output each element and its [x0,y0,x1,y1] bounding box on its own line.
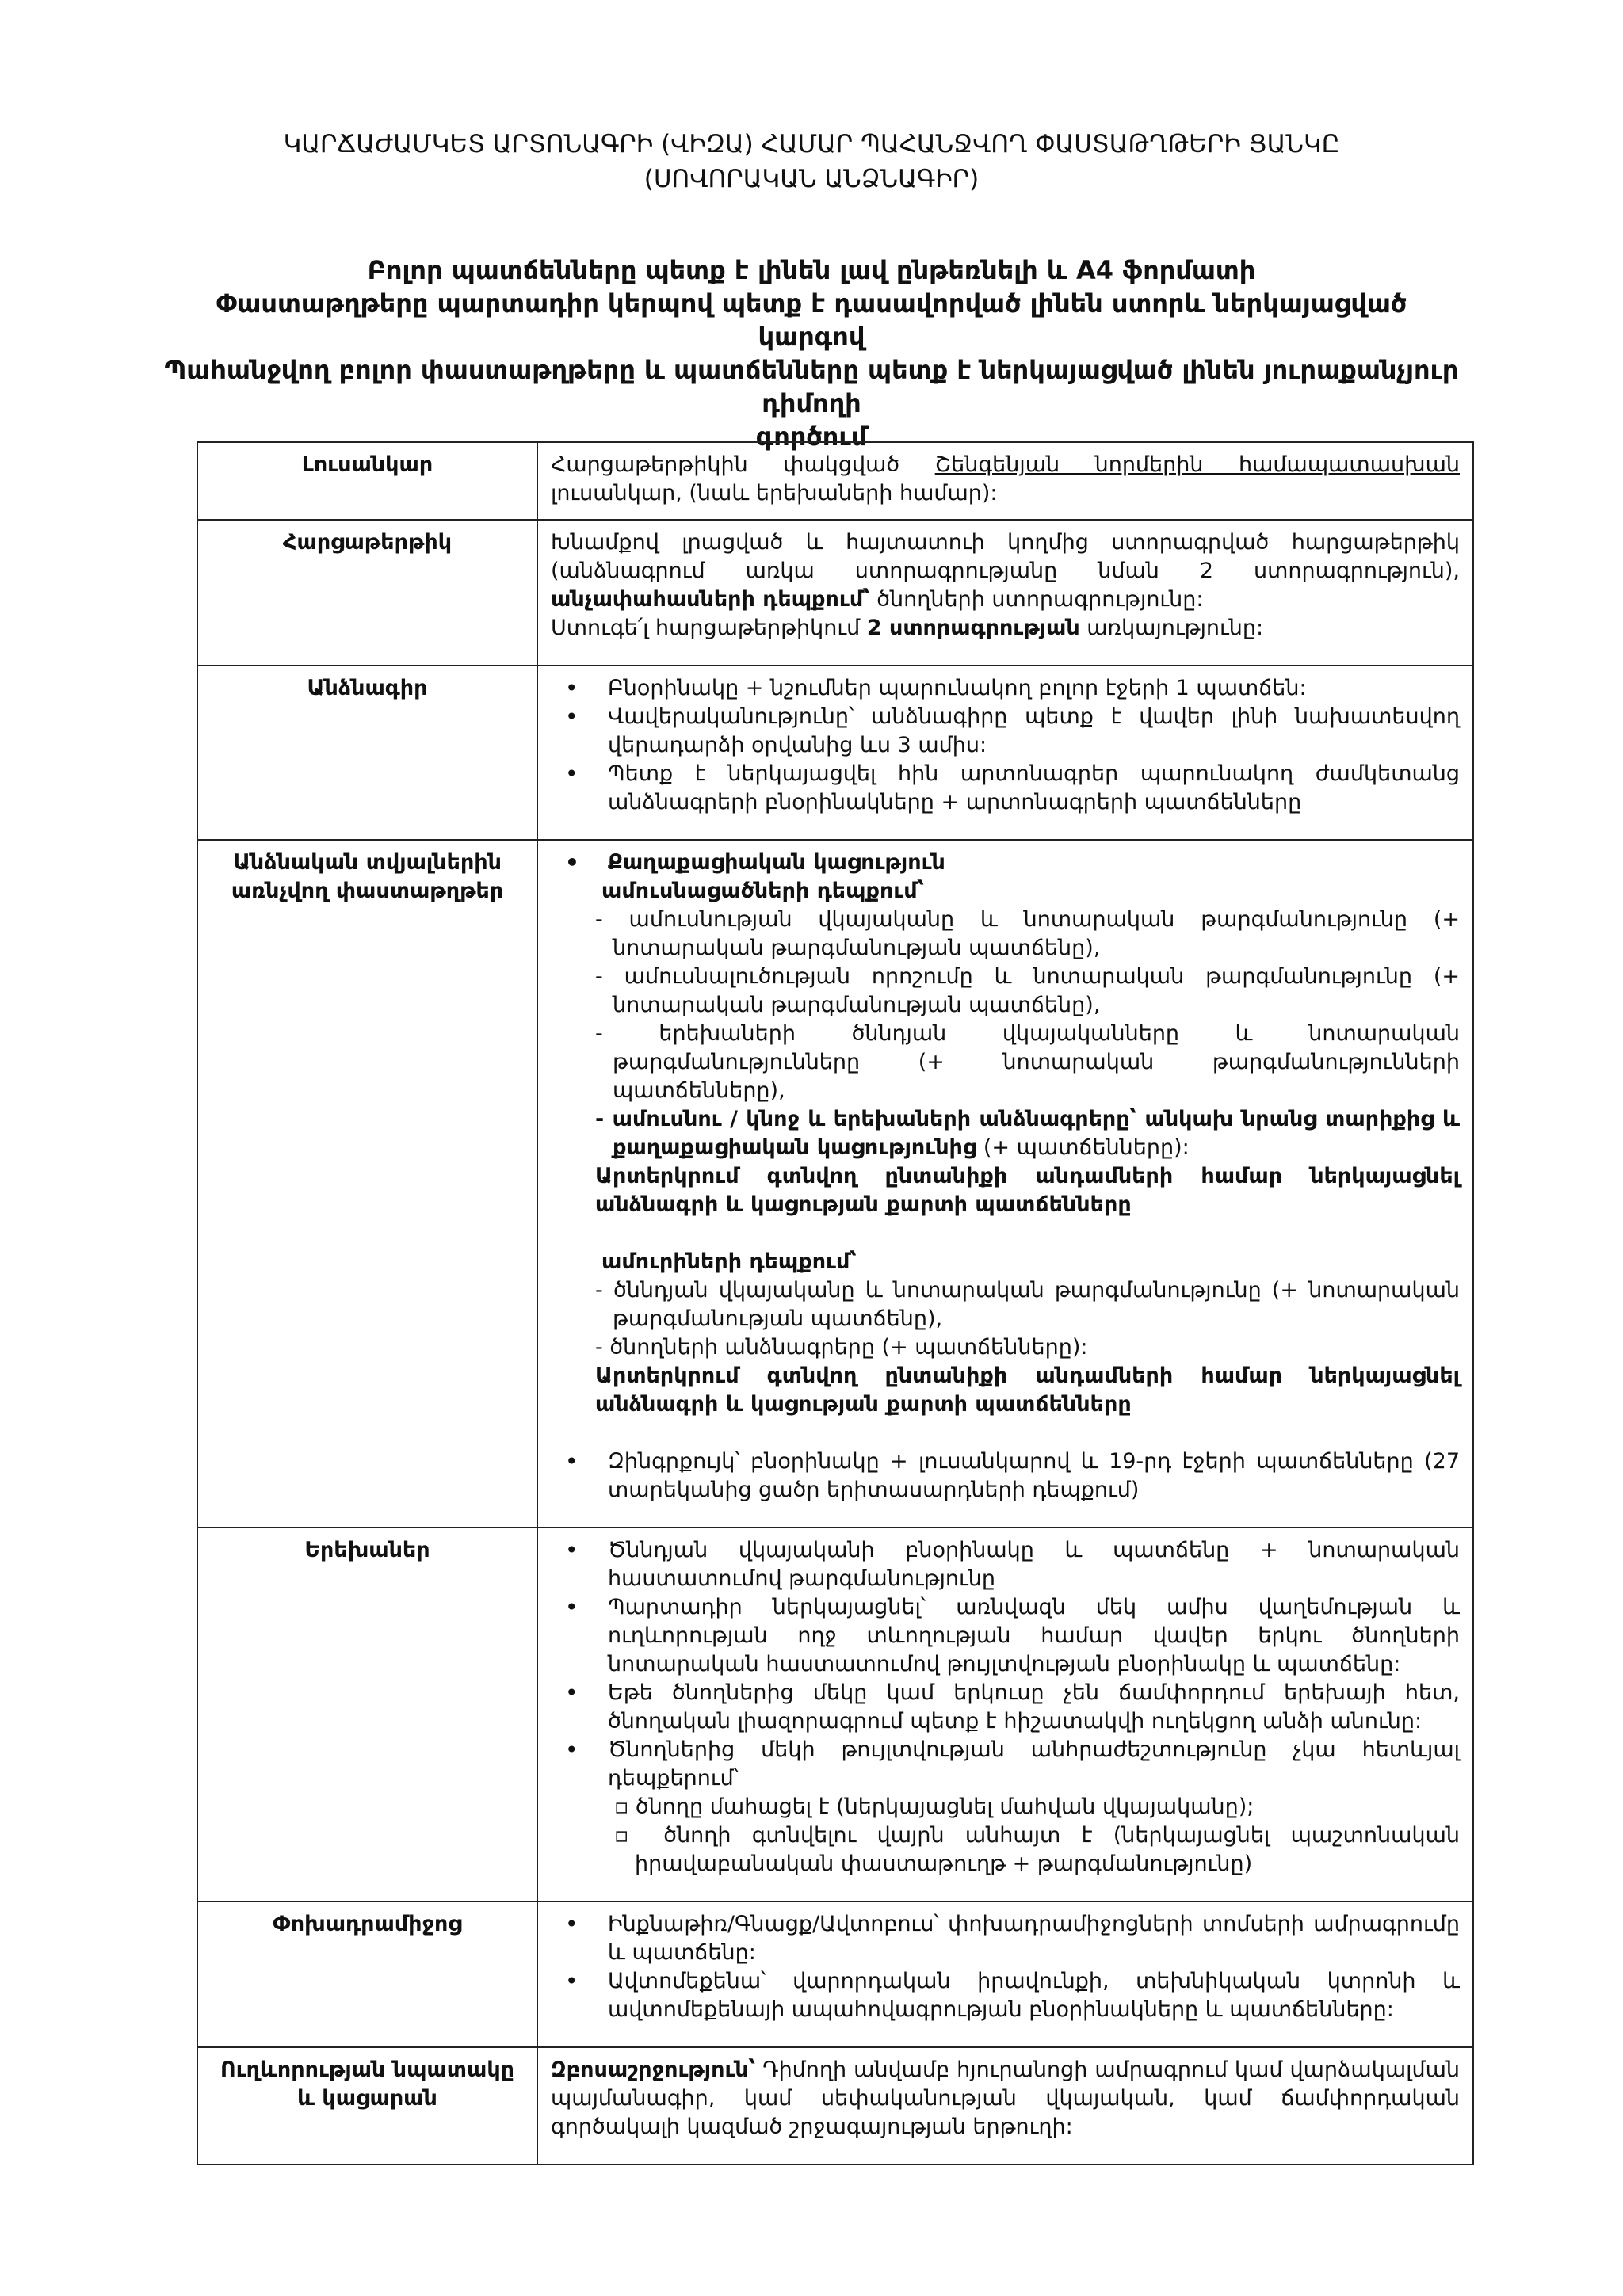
row-content [537,666,1473,840]
instruction-line-4: գործում [755,421,868,452]
form-text-bold: անչափահասների դեպքում՝ [551,587,870,612]
row-label: Անձնական տվյալներին առնչվող փաստաթղթեր [197,840,537,1527]
row-content [537,1901,1473,2047]
row-content [537,1527,1473,1901]
single-item: - ծնողների անձնագրերը (+ պատճենները): [595,1335,1088,1360]
table-row-children [197,1527,1473,1901]
single-note: Արտերկրում գտնվող ընտանիքի անդամների համար ներկայացնել անձնագրի և կացության քարտի պատճենները [595,1363,1460,1417]
table-row-personal-documents [197,840,1473,1527]
table-row-form [197,520,1473,666]
schengen-norms-link: Շենգենյան նորմերին համապատասխան [934,452,1460,477]
married-item-end: (+ պատճենները): [976,1135,1190,1160]
form-paragraph-1 [551,528,1460,614]
married-heading: ամուսնացածների դեպքում՝ [601,879,925,903]
married-item: - ամուսնալուծության որոշումը և նոտարական թարգմանությունը (+ նոտարական թարգմանության պատճենը), [595,964,1460,1017]
exception-item: ▫ ծնողը մահացել է (ներկայացնել մահվան վկայականը); [614,1794,1254,1819]
married-item: - ամուսնության վկայականը և նոտարական թարգմանությունը (+ նոտարական թարգմանության պատճենը), [595,907,1460,960]
row-label: Ուղևորության նպատակը և կացարան [197,2047,537,2164]
list-item: • Քաղաքացիական կացություն [608,849,1460,877]
list-item: • Եթե ծնողներից մեկը կամ երկուսը չեն ճամփորդում երեխայի հետ, ծնողական լիազորագրում պետք է հիշատակվի ուղեկցող անձի անունը: [608,1679,1460,1736]
instructions [158,254,1465,453]
title-line-2: (ՍՈՎՈՐԱԿԱՆ ԱՆՁՆԱԳԻՐ) [643,165,980,193]
married-item-bold: - ամուսնու / կնոջ և երեխաների անձնագրերը՝ անկախ նրանց տարիքից և քաղաքացիական կացությունից [595,1107,1460,1160]
form-check-text: Ստուգե՛լ հարցաթերթիկում [551,616,867,640]
list-item: • Ծնողներից մեկի թույլտվության անհրաժեշտությունը չկա հետևյալ դեպքերում՝ [608,1736,1460,1793]
purpose-bold: Զբոսաշրջություն՝ [551,2058,756,2082]
row-label: Փոխադրամիջոց [197,1901,537,2047]
list-item: • Ավտոմեքենա՝ վարորդական իրավունքի, տեխնիկական կտրոնի և ավտոմեքենայի ապահովագրության բնօրինակները և պատճենները: [608,1967,1460,2024]
table-row-purpose [197,2047,1473,2164]
single-item: - ծննդյան վկայականը և նոտարական թարգմանությունը (+ նոտարական թարգմանության պատճենը), [595,1278,1460,1331]
purpose-text: Դիմողի անվամբ հյուրանոցի ամրագրում կամ վարձակալման պայմանագիր, կամ սեփականության վկայական, կամ ճամփորդական գործակալի կազմած շրջագայության երթուղի: [551,2058,1460,2139]
instruction-line-2: Փաստաթղթերը պարտադիր կերպով պետք է դասավորված լինեն ստորև ներկայացված կարգով [216,288,1407,352]
list-item: • Պետք է ներկայացվել հին արտոնագրեր պարունակող ժամկետանց անձնագրերի բնօրինակները + արտոնագրերի պատճենները [608,760,1460,817]
form-text-end: ծնողների ստորագրությունը: [869,587,1204,612]
married-item: - երեխաների ծննդյան վկայականները և նոտարական թարգմանությունները (+ նոտարական թարգմանությունների պատճենները), [595,1021,1460,1103]
single-heading: ամուրիների դեպքում՝ [601,1249,857,1274]
married-note: Արտերկրում գտնվող ընտանիքի անդամների համար ներկայացնել անձնագրի և կացության քարտի պատճենները [595,1164,1460,1217]
exception-item: ▫ ծնողի գտնվելու վայրն անհայտ է (ներկայացնել պաշտոնական իրավաբանական փաստաթուղթ + թարգմանությունը) [614,1823,1460,1876]
row-label: Լուսանկար [197,442,537,520]
form-check-end: առկայությունը: [1079,616,1264,640]
form-check-bold: 2 ստորագրության [866,616,1080,640]
list-item: • Պարտադիր ներկայացնել՝ առնվազն մեկ ամիս վաղեմության և ուղևորության ողջ տևողության համար վավեր երկու ծնողների նոտարական հաստատումով թույլտվության բնօրինակը և պատճենը: [608,1593,1460,1679]
table-row-transport [197,1901,1473,2047]
table-row-passport [197,666,1473,840]
photo-text-b: լուսանկար, (նաև երեխաների համար): [551,481,998,505]
instruction-line-3: Պահանջվող բոլոր փաստաթղթերը և պատճենները պետք է ներկայացված լինեն յուրաքանչյուր դիմողի [164,355,1459,418]
row-content [537,442,1473,520]
row-label: Հարցաթերթիկ [197,520,537,666]
list-item: • Զինգրքույկ՝ բնօրինակը + լուսանկարով և 19-րդ էջերի պատճենները (27 տարեկանից ցածր երիտասարդների դեպքում) [608,1447,1460,1505]
row-label: Անձնագիր [197,666,537,840]
list-item: • Ինքնաթիռ/Գնացք/Ավտոբուս՝ փոխադրամիջոցների տոմսերի ամրագրումը և պատճենը: [608,1910,1460,1967]
title-line-1: ԿԱՐՃԱԺԱՄԿԵՏ ԱՐՏՈՆԱԳՐԻ (ՎԻԶԱ) ՀԱՄԱՐ ՊԱՀԱՆՋՎՈՂ ՓԱՍՏԱԹՂԹԵՐԻ ՑԱՆԿԸ [283,130,1340,158]
documents-table [197,441,1474,2165]
instruction-line-1: Բոլոր պատճենները պետք է լինեն լավ ընթեռնելի և A4 ֆորմատի [367,255,1256,285]
row-content [537,2047,1473,2164]
married-item [551,1105,1460,1162]
form-text: Խնամքով լրացված և հայտատուի կողմից ստորագրված հարցաթերթիկ (անձնագրում առկա ստորագրությանը նման 2 ստորագրություն), [551,530,1460,583]
row-content [537,520,1473,666]
document-title [158,127,1465,196]
form-paragraph-2 [551,614,1460,643]
row-content [537,840,1473,1527]
row-label: Երեխաներ [197,1527,537,1901]
list-item: • Ծննդյան վկայականի բնօրինակը և պատճենը + նոտարական հաստատումով թարգմանությունը [608,1536,1460,1593]
photo-text-a: Հարցաթերթիկին փակցված [551,452,935,477]
list-item: • Բնօրինակը + նշումներ պարունակող բոլոր էջերի 1 պատճեն: [608,674,1460,703]
list-item: • Վավերականությունը՝ անձնագիրը պետք է վավեր լինի նախատեսվող վերադարձի օրվանից ևս 3 ամիս: [608,703,1460,760]
table-row-photo [197,442,1473,520]
